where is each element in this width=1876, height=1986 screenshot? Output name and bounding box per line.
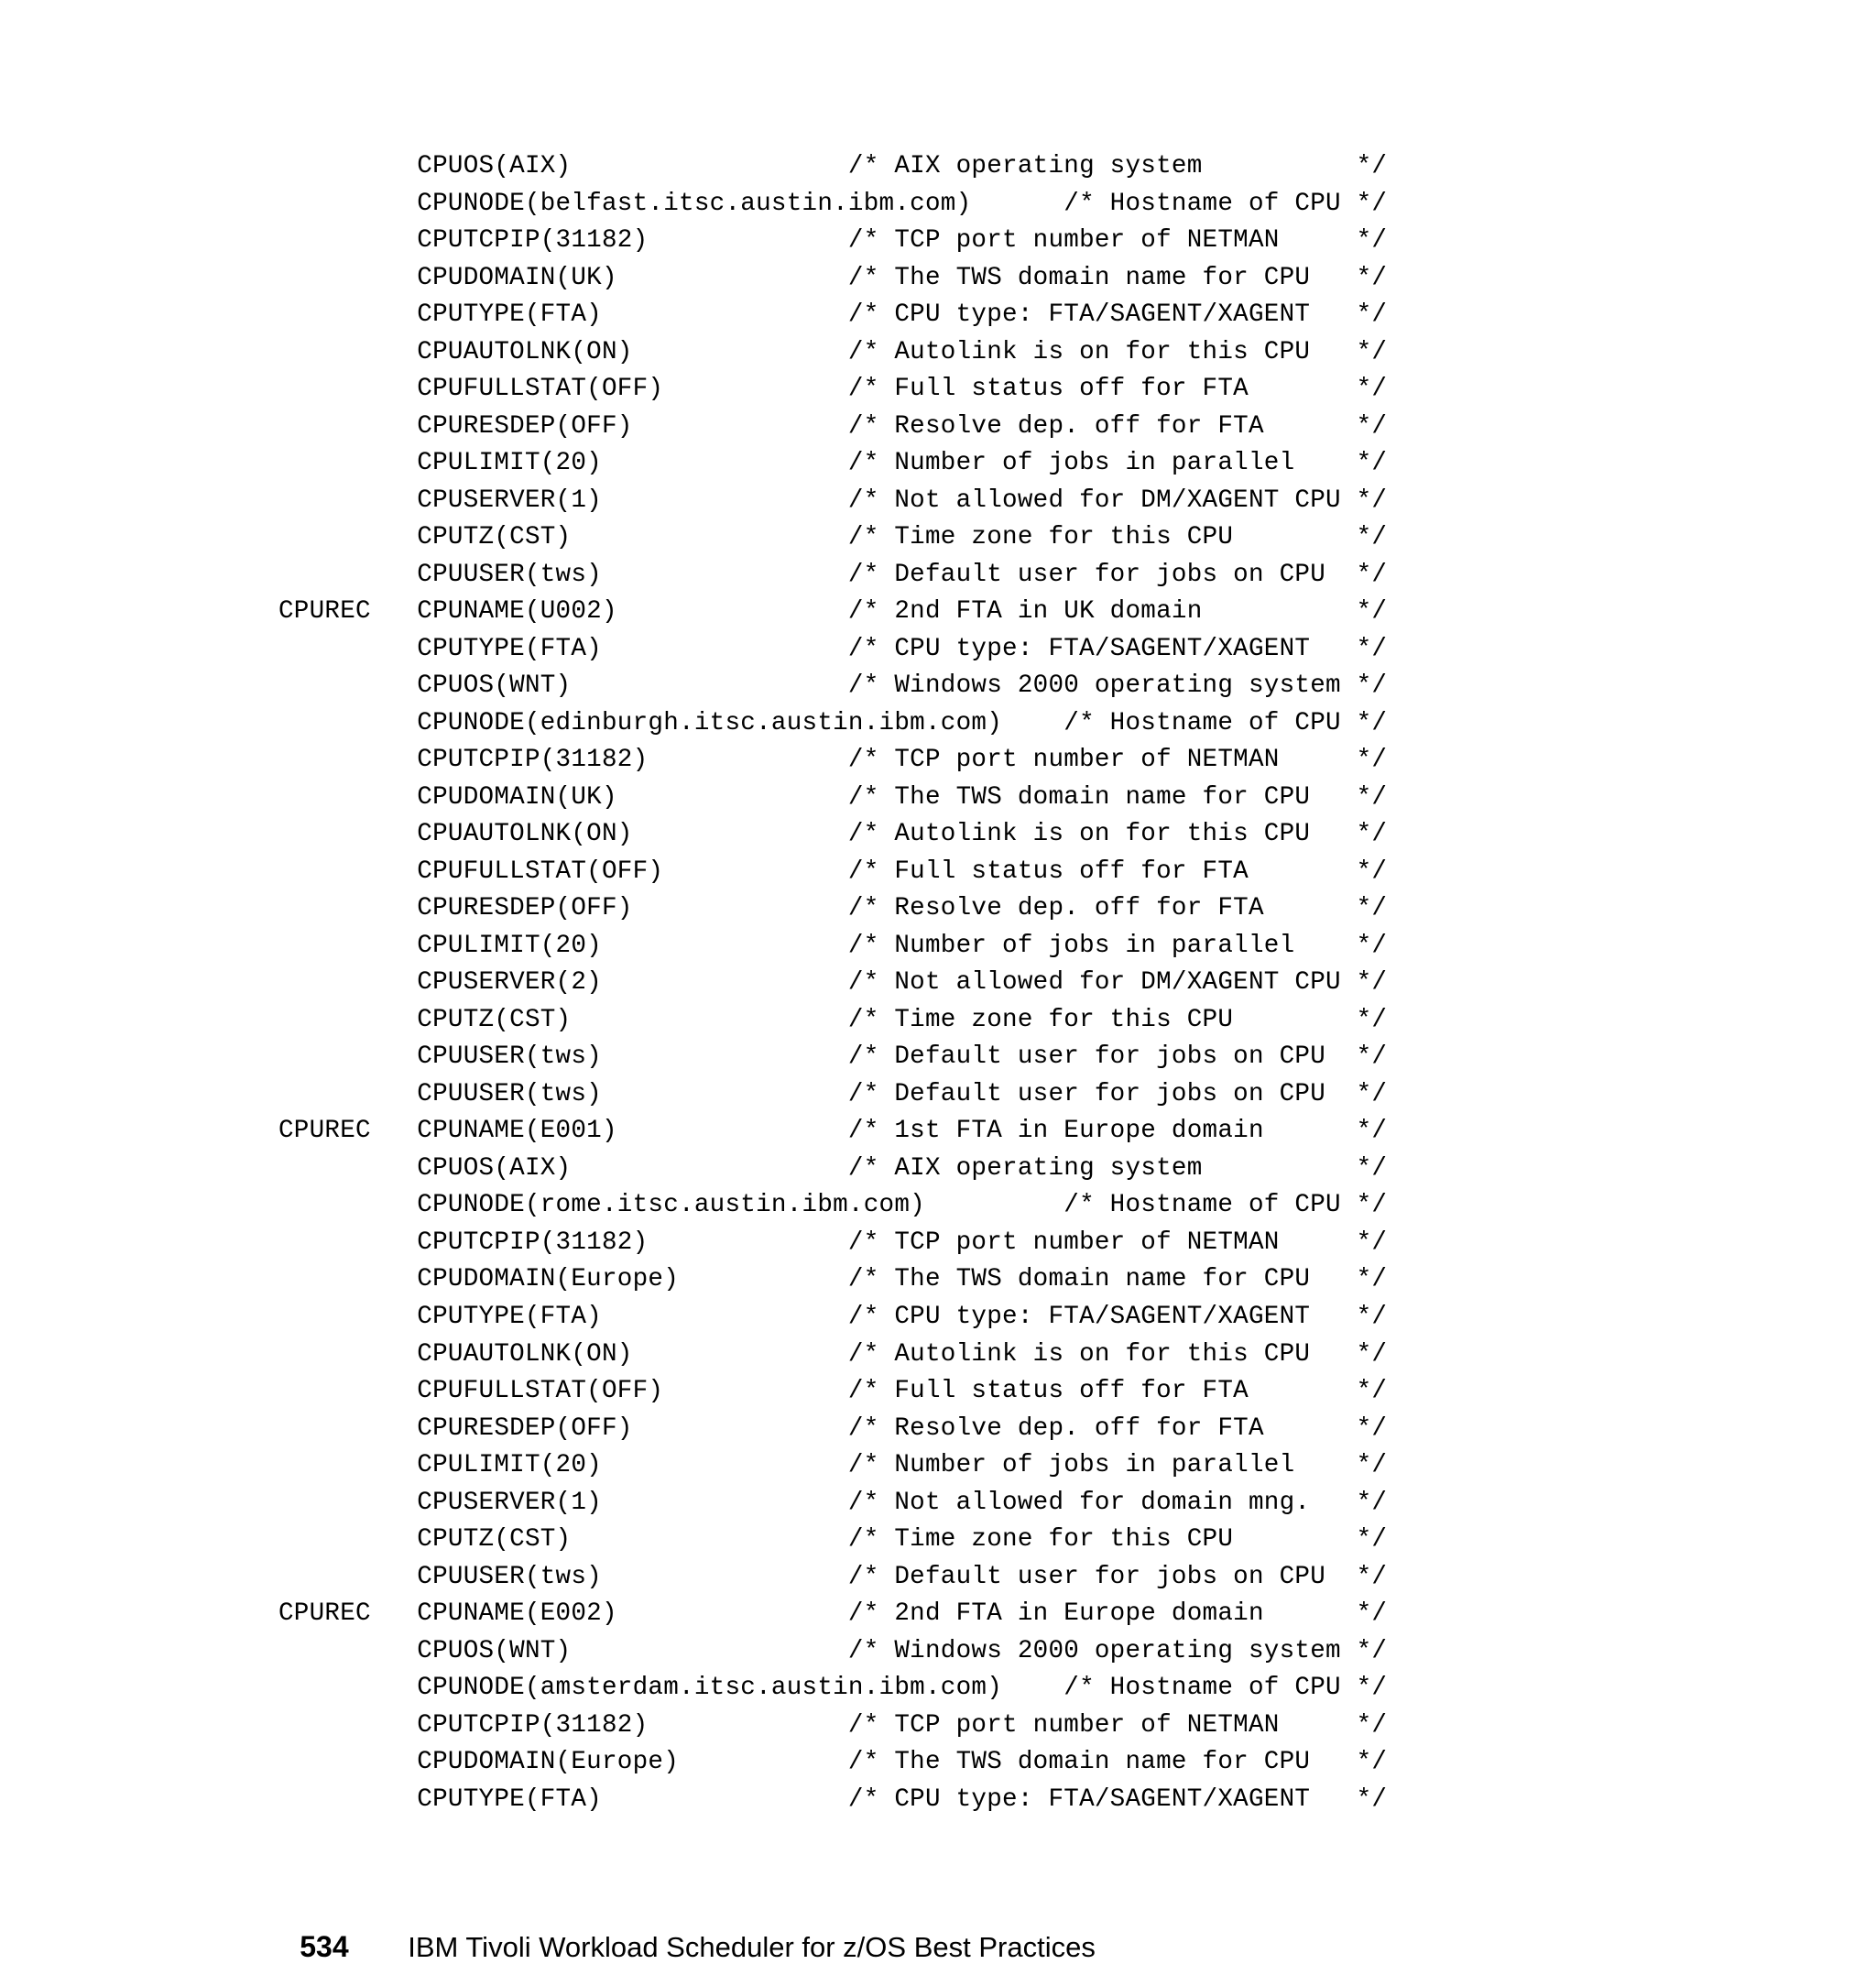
code-line: CPUFULLSTAT(OFF) /* Full status off for FTA */ [278, 375, 1388, 404]
code-line: CPUTYPE(FTA) /* CPU type: FTA/SAGENT/XAGENT */ [278, 300, 1388, 330]
code-line: CPUREC CPUNAME(E002) /* 2nd FTA in Europe domain */ [278, 1599, 1388, 1629]
code-line: CPUTYPE(FTA) /* CPU type: FTA/SAGENT/XAGENT */ [278, 1784, 1388, 1814]
code-line: CPUNODE(rome.itsc.austin.ibm.com) /* Hostname of CPU */ [278, 1191, 1388, 1220]
code-line: CPULIMIT(20) /* Number of jobs in parallel */ [278, 1451, 1388, 1480]
page-footer [284, 1892, 1096, 1966]
code-line: CPUUSER(tws) /* Default user for jobs on CPU */ [278, 1079, 1388, 1108]
code-line: CPUTCPIP(31182) /* TCP port number of NETMAN */ [278, 1228, 1388, 1257]
code-line: CPUNODE(amsterdam.itsc.austin.ibm.com) /* Hostname of CPU */ [278, 1674, 1388, 1703]
code-line: CPUNODE(belfast.itsc.austin.ibm.com) /* Hostname of CPU */ [278, 189, 1388, 218]
code-line: CPUUSER(tws) /* Default user for jobs on CPU */ [278, 1042, 1388, 1072]
code-line: CPUAUTOLNK(ON) /* Autolink is on for this CPU */ [278, 820, 1388, 849]
code-line: CPUDOMAIN(Europe) /* The TWS domain name for CPU */ [278, 1265, 1388, 1294]
code-line: CPURESDEP(OFF) /* Resolve dep. off for FTA */ [278, 1413, 1388, 1443]
code-line: CPUOS(AIX) /* AIX operating system */ [278, 1153, 1388, 1183]
code-line: CPUOS(WNT) /* Windows 2000 operating system */ [278, 1636, 1388, 1665]
code-line: CPUTCPIP(31182) /* TCP port number of NETMAN */ [278, 1710, 1388, 1740]
book-title: IBM Tivoli Workload Scheduler for z/OS Best Practices [408, 1931, 1096, 1963]
code-line: CPUTCPIP(31182) /* TCP port number of NETMAN */ [278, 746, 1388, 775]
code-line: CPURESDEP(OFF) /* Resolve dep. off for FTA */ [278, 411, 1388, 441]
code-line: CPUAUTOLNK(ON) /* Autolink is on for this CPU */ [278, 337, 1388, 366]
code-line: CPUREC CPUNAME(E001) /* 1st FTA in Europe domain */ [278, 1117, 1388, 1146]
code-line: CPURESDEP(OFF) /* Resolve dep. off for FTA */ [278, 894, 1388, 923]
code-line: CPUOS(AIX) /* AIX operating system */ [278, 152, 1388, 180]
code-line: CPUTYPE(FTA) /* CPU type: FTA/SAGENT/XAGENT */ [278, 634, 1388, 663]
code-line: CPUTYPE(FTA) /* CPU type: FTA/SAGENT/XAGENT */ [278, 1302, 1388, 1331]
code-line: CPUSERVER(1) /* Not allowed for domain mng. */ [278, 1488, 1388, 1517]
code-line: CPUTZ(CST) /* Time zone for this CPU */ [278, 523, 1388, 552]
code-listing [278, 148, 1387, 1818]
code-line: CPUTZ(CST) /* Time zone for this CPU */ [278, 1005, 1388, 1034]
code-line: CPUDOMAIN(Europe) /* The TWS domain name for CPU */ [278, 1748, 1388, 1777]
code-line: CPULIMIT(20) /* Number of jobs in parallel */ [278, 449, 1388, 478]
code-line: CPUTCPIP(31182) /* TCP port number of NETMAN */ [278, 226, 1388, 256]
code-line: CPUUSER(tws) /* Default user for jobs on CPU */ [278, 560, 1388, 589]
code-line: CPUFULLSTAT(OFF) /* Full status off for FTA */ [278, 857, 1388, 886]
code-line: CPUOS(WNT) /* Windows 2000 operating system */ [278, 671, 1388, 701]
code-line: CPUSERVER(2) /* Not allowed for DM/XAGENT CPU */ [278, 968, 1388, 998]
code-line: CPUUSER(tws) /* Default user for jobs on CPU */ [278, 1562, 1388, 1591]
code-line: CPUFULLSTAT(OFF) /* Full status off for FTA */ [278, 1377, 1388, 1406]
code-line: CPUDOMAIN(UK) /* The TWS domain name for CPU */ [278, 263, 1388, 292]
code-line: CPUTZ(CST) /* Time zone for this CPU */ [278, 1525, 1388, 1555]
page-number: 534 [300, 1930, 349, 1963]
code-line: CPUSERVER(1) /* Not allowed for DM/XAGENT CPU */ [278, 486, 1388, 515]
code-line: CPULIMIT(20) /* Number of jobs in parallel */ [278, 931, 1388, 960]
code-line: CPUAUTOLNK(ON) /* Autolink is on for this CPU */ [278, 1339, 1388, 1369]
code-line: CPUDOMAIN(UK) /* The TWS domain name for CPU */ [278, 782, 1388, 812]
code-line: CPUREC CPUNAME(U002) /* 2nd FTA in UK domain */ [278, 597, 1388, 627]
code-line: CPUNODE(edinburgh.itsc.austin.ibm.com) /* Hostname of CPU */ [278, 708, 1388, 737]
